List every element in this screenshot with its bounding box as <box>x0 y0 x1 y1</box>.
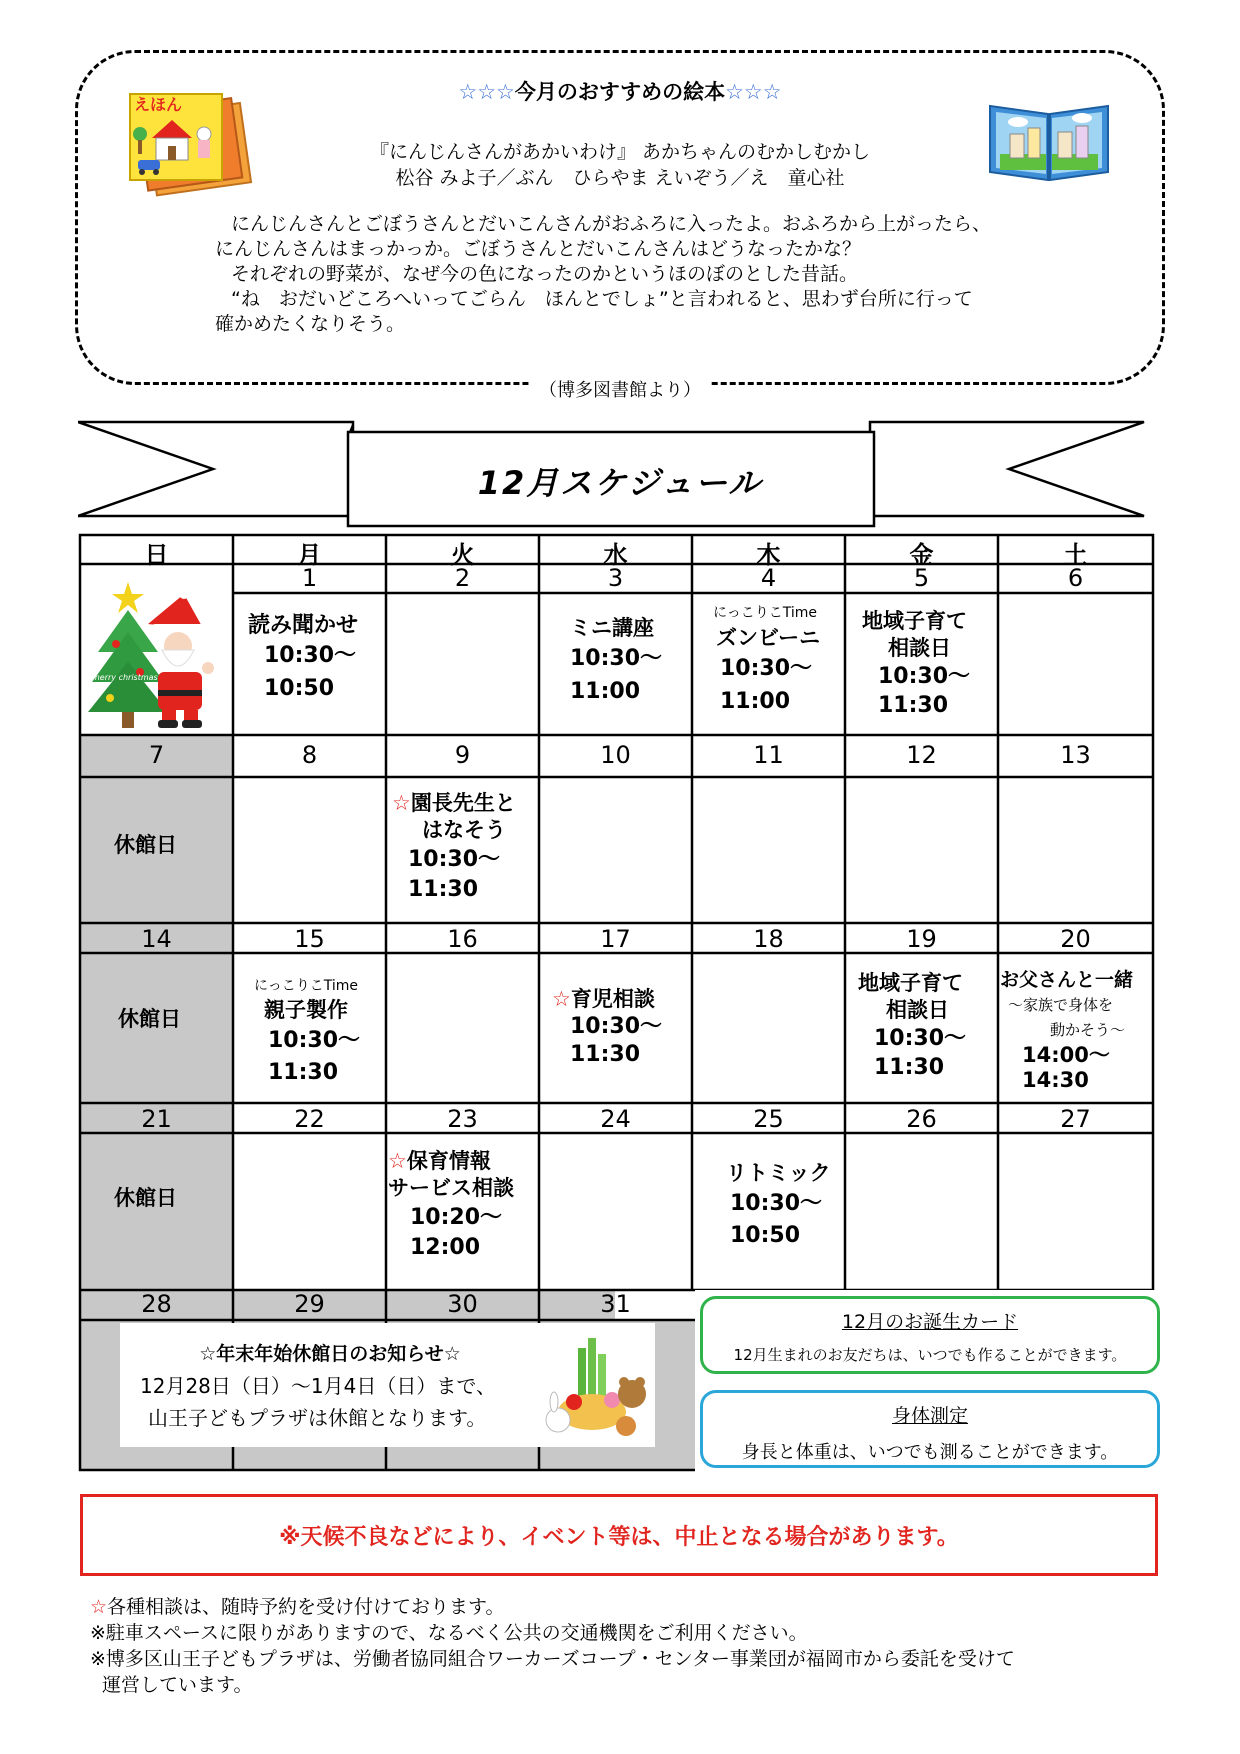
event-childcare-info-consult: ☆保育情報 サービス相談 10:20～ 12:00 <box>388 1149 514 1260</box>
date-number: 27 <box>1060 1105 1091 1133</box>
event-rhythmic: リトミック 10:30～ 10:50 <box>726 1161 831 1248</box>
weather-warning: ※天候不良などにより、イベント等は、中止となる場合があります。 <box>80 1494 1158 1576</box>
event-label-nikkori: にっこりこTime <box>713 605 817 621</box>
event-childcare-consult: ☆育児相談 10:30～ 11:30 <box>552 987 663 1067</box>
date-number: 3 <box>607 564 624 592</box>
header-sat: 土 <box>1063 541 1088 569</box>
book-description: にんじんさんとごぼうさんとだいこんさんがおふろに入ったよ。おふろから上がったら、 にんじんさんはまっかっか。ごぼうさんとだいこんさんはどうなったかな？ それぞれの野菜が、なぜ今の色になったのかというほのぼのとした昔話。 “ね おだいどころへいってごらん ほんとでしょ”と言われると、思わず台所に行って 確かめたくなりそう。 <box>215 213 992 335</box>
book-section-title: ☆☆☆今月のおすすめの絵本☆☆☆ <box>458 80 782 104</box>
date-number: 6 <box>1067 564 1084 592</box>
measure-text: 身長と体重は、いつでも測ることができます。 <box>741 1442 1119 1463</box>
event-label-nikkori: にっこりこTime <box>254 978 358 994</box>
event-community-consult: 地域子育て 相談日 10:30～ 11:30 <box>858 971 967 1080</box>
xmas-label: merry christmas <box>92 673 158 682</box>
date-number: 25 <box>753 1105 784 1133</box>
date-number: 29 <box>294 1290 325 1318</box>
date-number: 14 <box>141 925 172 953</box>
date-number: 13 <box>1060 741 1091 769</box>
event-parent-craft: 親子製作 10:30～ 11:30 <box>264 998 361 1085</box>
kadomatsu-illustration <box>540 1330 655 1445</box>
date-number: 26 <box>906 1105 937 1133</box>
book-title-line: 『にんじんさんがあかいわけ』 あかちゃんのむかしむかし <box>369 141 871 163</box>
event-principal-talk: ☆園長先生と はなそう 10:30～ 11:30 <box>392 791 516 902</box>
notice-line1: 12月28日（日）～1月4日（日）まで、 <box>140 1374 496 1398</box>
closed-day: 休館日 <box>114 1186 177 1210</box>
event-mini-lecture: ミニ講座 10:30～ 11:00 <box>570 616 663 704</box>
book-author-line: 松谷 みよ子／ぶん ひらやま えいぞう／え 童心社 <box>395 167 845 189</box>
date-number: 24 <box>600 1105 631 1133</box>
date-number: 9 <box>454 741 471 769</box>
date-number: 11 <box>753 741 784 769</box>
measure-title: 身体測定 <box>891 1405 968 1427</box>
header-mon: 月 <box>297 541 322 569</box>
birthday-title: 12月のお誕生カード <box>841 1311 1019 1333</box>
date-number: 7 <box>148 741 165 769</box>
date-number: 1 <box>301 564 318 592</box>
date-number: 21 <box>141 1105 172 1133</box>
date-number: 2 <box>454 564 471 592</box>
date-number: 20 <box>1060 925 1091 953</box>
date-number: 5 <box>913 564 930 592</box>
date-number: 28 <box>141 1290 172 1318</box>
header-thu: 木 <box>756 541 781 569</box>
date-number: 18 <box>753 925 784 953</box>
christmas-illustration <box>88 572 228 730</box>
footer-notes: ☆各種相談は、随時予約を受け付けております。 ※駐車スペースに限りがありますので、なるべく公共の交通機関をご利用ください。 ※博多区山王子どもプラザは、労働者協同組合ワーカーズコープ・センター事業団が福岡市から委託を受けて 運営しています。 <box>90 1596 1015 1696</box>
date-number: 12 <box>906 741 937 769</box>
event-father-activity: お父さんと一緒 ～家族で身体を 動かそう～ 14:00～ 14:30 <box>1000 969 1134 1092</box>
birthday-card-box <box>700 1296 1160 1374</box>
header-wed: 水 <box>603 541 628 569</box>
ehon-label: えほん <box>134 95 183 114</box>
date-number: 10 <box>600 741 631 769</box>
date-number: 17 <box>600 925 631 953</box>
body-measurement-box <box>700 1390 1160 1468</box>
event-reading: 読み聞かせ 10:30～ 10:50 <box>248 613 359 701</box>
schedule-title: 12月スケジュール <box>477 464 763 502</box>
event-community-consult: 地域子育て 相談日 10:30～ 11:30 <box>862 609 971 718</box>
date-number: 22 <box>294 1105 325 1133</box>
event-zunbini: ズンビーニ 10:30～ 11:00 <box>716 626 821 714</box>
birthday-text: 12月生まれのお友だちは、いつでも作ることができます。 <box>733 1346 1127 1364</box>
closed-day: 休館日 <box>118 1007 181 1031</box>
notice-line2: 山王子どもプラザは休館となります。 <box>148 1406 487 1430</box>
header-tue: 火 <box>450 541 475 569</box>
book-source: （博多図書館より） <box>0 376 1240 402</box>
date-number: 30 <box>447 1290 478 1318</box>
date-number: 15 <box>294 925 325 953</box>
notice-title: ☆年末年始休館日のお知らせ☆ <box>199 1343 461 1365</box>
date-number: 8 <box>301 741 318 769</box>
date-number: 19 <box>906 925 937 953</box>
date-number: 23 <box>447 1105 478 1133</box>
date-number: 4 <box>760 564 777 592</box>
header-sun: 日 <box>144 541 169 569</box>
closed-day: 休館日 <box>114 833 177 857</box>
date-number: 16 <box>447 925 478 953</box>
header-fri: 金 <box>909 541 934 569</box>
date-number: 31 <box>600 1290 631 1318</box>
